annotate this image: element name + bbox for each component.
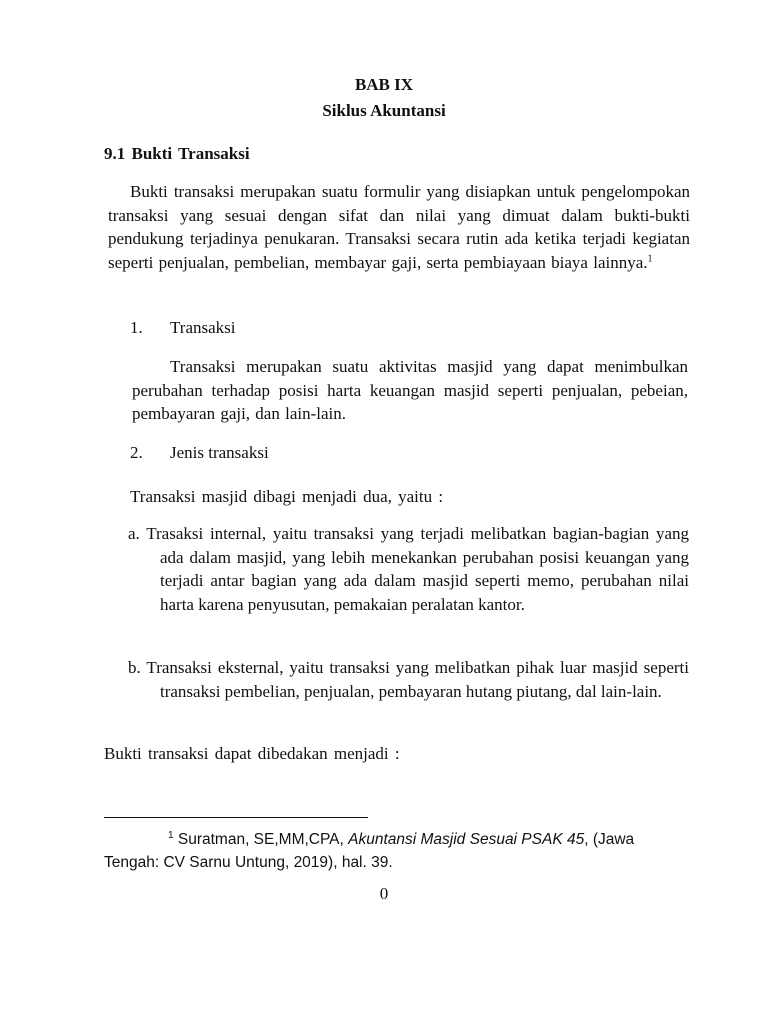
page-number: 0 bbox=[379, 884, 389, 903]
chapter-title-block bbox=[0, 72, 768, 124]
alpha-item-b: b. Transaksi eksternal, yaitu transaksi yang melibatkan pihak luar masjid seperti transaksi pembelian, penjualan, pembayaran hutang piutang, dal lain-lain. bbox=[128, 658, 689, 701]
footnote-reference: 1 bbox=[647, 253, 653, 265]
section-heading: 9.1 Bukti Transaksi bbox=[104, 144, 250, 163]
footnote-publication: , (Jawa Tengah: CV Sarnu Untung, 2019), hal. 39. bbox=[104, 831, 635, 871]
numbered-item-2-label: Jenis transaksi bbox=[170, 443, 269, 462]
footnote-book-title: Akuntansi Masjid Sesuai PSAK 45 bbox=[348, 831, 585, 848]
numbered-item-2-number: 2. bbox=[130, 443, 143, 462]
intro-paragraph bbox=[108, 180, 690, 274]
masjid-transaction-intro: Transaksi masjid dibagi menjadi dua, yaitu : bbox=[130, 487, 444, 506]
footnote bbox=[104, 828, 670, 874]
numbered-item-1-body: Transaksi merupakan suatu aktivitas masjid yang dapat menimbulkan perubahan terhadap posisi harta keuangan masjid seperti penjualan, pebeian, pembayaran gaji, dan lain-lain. bbox=[132, 357, 688, 424]
chapter-title: Siklus Akuntansi bbox=[322, 101, 446, 120]
intro-paragraph-text: Bukti transaksi merupakan suatu formulir yang disiapkan untuk pengelompokan transaksi yang sesuai dengan sifat dan nilai yang dimuat dalam bukti-bukti pendukung terjadinya penukaran. Transaksi secara rutin ada ketika terjadi kegiatan seperti penjualan, pembelian, membayar gaji, serta pembiayaan biaya lainnya. bbox=[108, 182, 690, 272]
closing-paragraph: Bukti transaksi dapat dibedakan menjadi : bbox=[104, 744, 400, 763]
numbered-item-1-number: 1. bbox=[130, 318, 143, 337]
alpha-item-a: a. Trasaksi internal, yaitu transaksi yang terjadi melibatkan bagian-bagian yang ada dalam masjid, yang lebih menekankan perubahan posisi keuangan yang terjadi antar bagian yang ada dalam masjid seperti memo, perubahan nilai harta karena penyusutan, pemakaian peralatan kantor. bbox=[128, 524, 689, 614]
footnote-author: Suratman, SE,MM,CPA, bbox=[173, 831, 349, 848]
footnote-marker: 1 bbox=[168, 829, 174, 841]
footnote-divider bbox=[104, 817, 368, 818]
chapter-label: BAB IX bbox=[354, 75, 414, 94]
numbered-item-1-label: Transaksi bbox=[170, 318, 236, 337]
